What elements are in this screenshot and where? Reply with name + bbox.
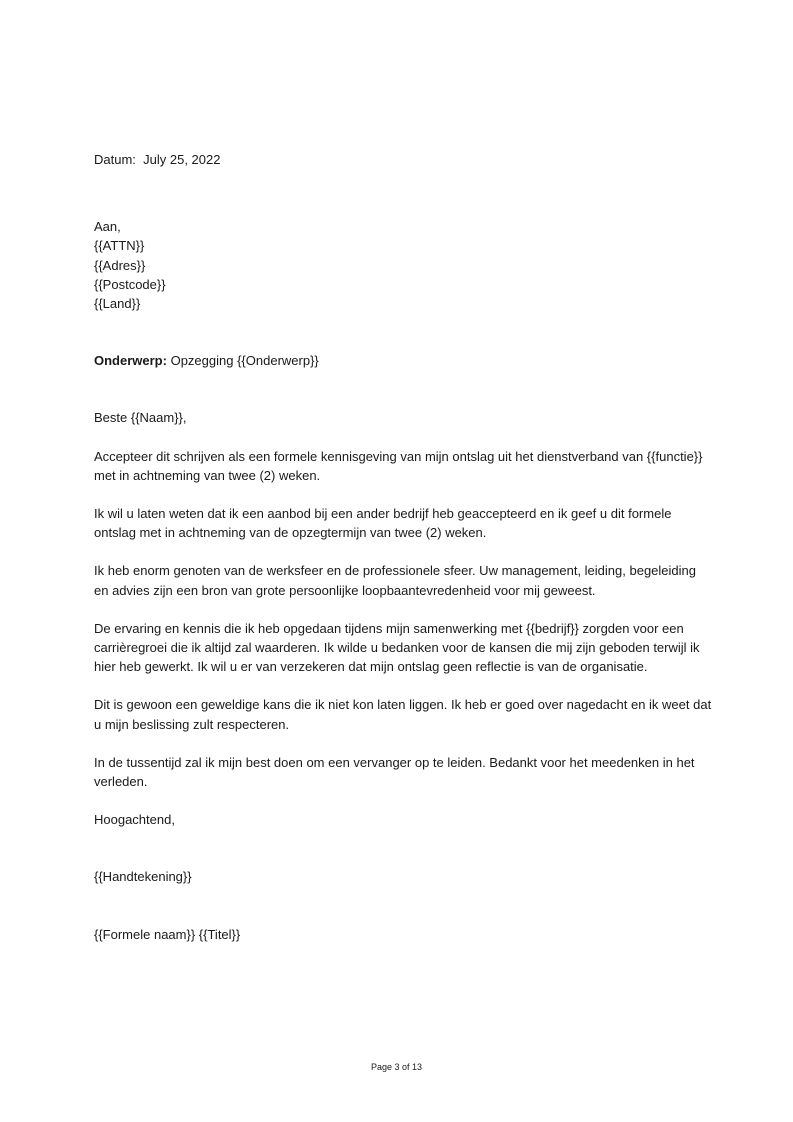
paragraph: Ik heb enorm genoten van de werksfeer en de professionele sfeer. Uw management, leiding, begeleiding en advies zijn een bron van grote persoonlijke loopbaantevredenheid voor mij geweest. [94,563,696,598]
paragraph: Dit is gewoon een geweldige kans die ik niet kon laten liggen. Ik heb er goed over nagedacht en ik weet dat u mijn beslissing zult respecteren. [94,697,712,732]
subject-label: Onderwerp: [94,353,167,369]
paragraph: De ervaring en kennis die ik heb opgedaan tijdens mijn samenwerking met {{bedrijf}} zorgden voor een carrièregroei die ik altijd zal waarderen. Ik wilde u bedanken voor de kansen die mij zijn geboden terwijl ik hier heb gewerkt. Ik wil u er van verzekeren dat mijn ontslag geen reflectie is van de organisatie. [94,620,700,675]
date-line [94,150,714,169]
formal-name: {{Formele naam}} {{Titel}} [94,926,241,942]
date-label: Datum: [94,152,136,167]
paragraph: In de tussentijd zal ik mijn best doen om een vervanger op te leiden. Bedankt voor het meedenken in het verleden. [94,754,695,790]
paragraph: Accepteer dit schrijven als een formele kennisgeving van mijn ontslag uit het dienstverband van {{functie}} met in achtneming van twee (2) weken. [94,448,703,483]
date-value: July 25, 2022 [143,152,221,167]
address-line: {{Adres}} [94,257,146,273]
page-number: Page 3 of 13 [370,1062,423,1072]
signature-placeholder: {{Handtekening}} [94,869,192,885]
paragraph: Ik wil u laten weten dat ik een aanbod bij een ander bedrijf heb geaccepteerd en ik geef u dit formele ontslag met in achtneming van de opzegtermijn van twee (2) weken. [94,506,672,541]
subject-value: Opzegging {{Onderwerp}} [170,353,319,369]
closing: Hoogachtend, [94,812,175,828]
address-line: {{ATTN}} [94,238,145,254]
subject-line [94,351,714,370]
salutation: Beste {{Naam}}, [94,410,187,426]
address-line: Aan, [94,219,121,235]
letter-body [94,150,714,944]
recipient-address [94,217,714,313]
address-line: {{Postcode}} [94,276,166,292]
address-line: {{Land}} [94,296,141,312]
